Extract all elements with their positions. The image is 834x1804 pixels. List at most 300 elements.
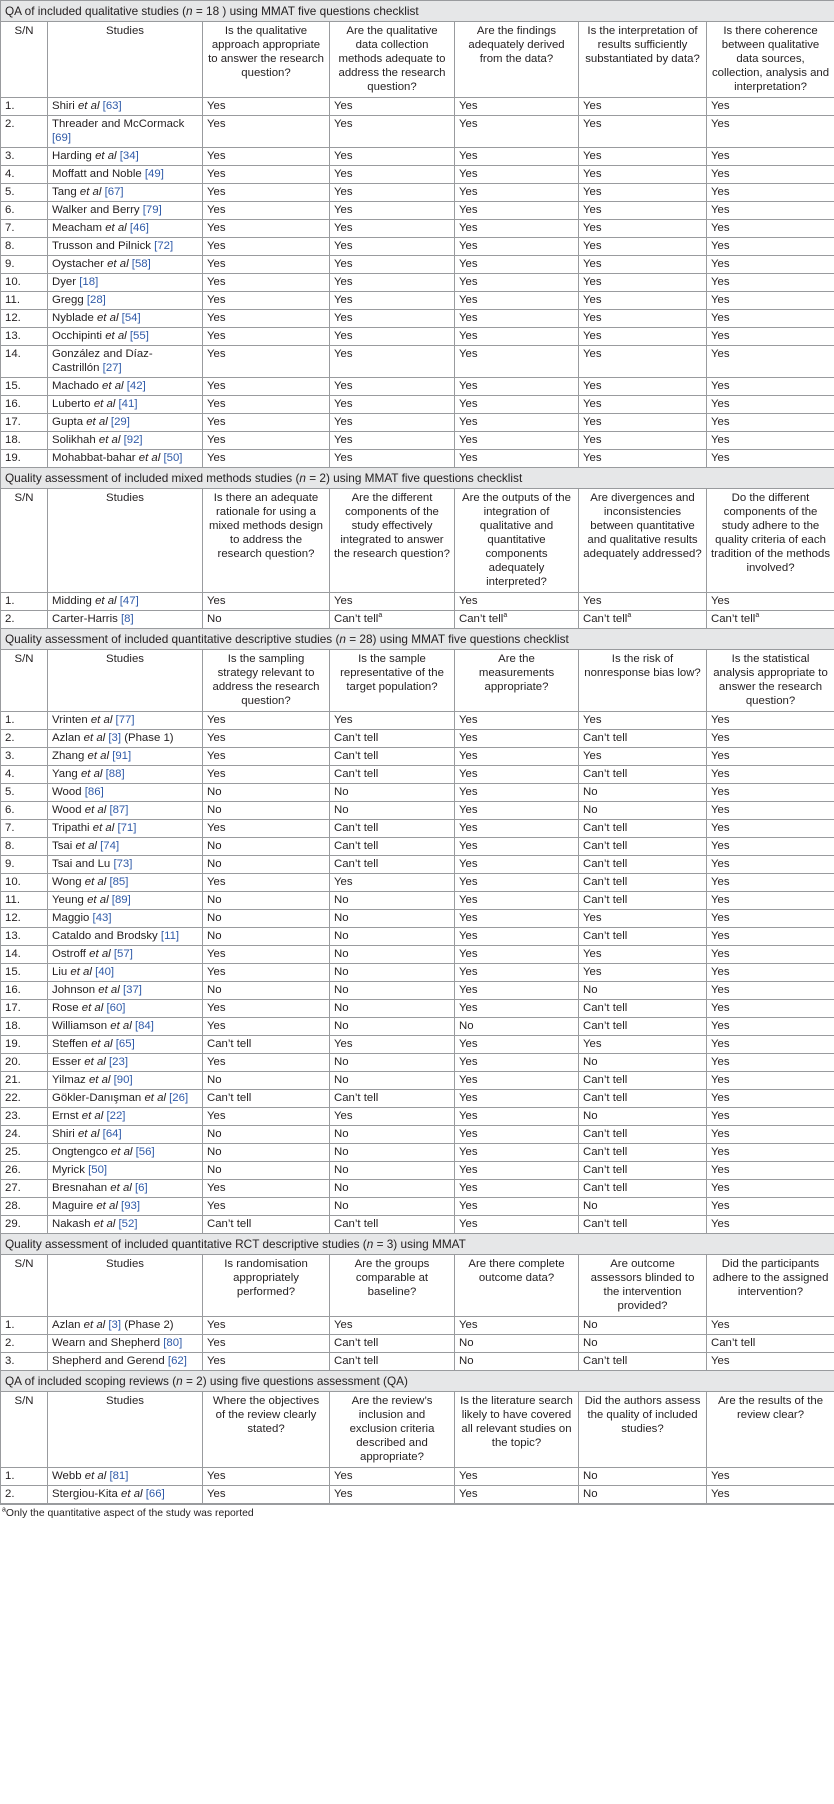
study-author: Gökler-Danışman: [52, 1092, 142, 1104]
table-row: [1, 964, 834, 982]
answer-cell: [330, 184, 455, 202]
study-reference-link[interactable]: [41]: [118, 398, 138, 410]
study-reference-link[interactable]: [84]: [134, 1020, 154, 1032]
answer-cell: [579, 593, 707, 611]
answer-cell: [330, 1468, 455, 1486]
answer-cell: [579, 838, 707, 856]
section-title-suffix: = 3) using MMAT: [373, 1237, 466, 1251]
answer-cell: [330, 874, 455, 892]
section-title-suffix: = 18 ) using MMAT five questions checklist: [192, 4, 419, 18]
study-reference-link[interactable]: [93]: [121, 1200, 141, 1212]
answer-cell: [330, 910, 455, 928]
study-reference-link[interactable]: [72]: [154, 240, 174, 252]
answer-value: Yes: [207, 330, 226, 342]
answer-cell: [203, 328, 330, 346]
study-reference-link[interactable]: [81]: [109, 1470, 129, 1482]
row-number: 25.: [1, 1144, 48, 1162]
answer-value: Yes: [711, 240, 730, 252]
study-etal: et al: [75, 840, 97, 852]
section-title-n: n: [299, 471, 306, 485]
study-author: Maggio: [52, 912, 90, 924]
answer-value: Yes: [207, 1182, 226, 1194]
row-number: 10.: [1, 874, 48, 892]
answer-value: Yes: [583, 912, 602, 924]
study-reference-link[interactable]: [22]: [106, 1110, 126, 1122]
answer-cell: [330, 1486, 455, 1504]
answer-value: Can’t tell: [334, 840, 379, 852]
table-row: [1, 1468, 834, 1486]
column-header-question: Is the literature search likely to have covered all relevant studies on the topic?: [455, 1392, 579, 1468]
answer-cell: [579, 148, 707, 166]
study-reference-link[interactable]: [3]: [108, 1319, 122, 1331]
row-number: 1.: [1, 1317, 48, 1335]
answer-cell: [203, 1108, 330, 1126]
answer-value: Yes: [207, 150, 226, 162]
answer-value: Can’t tell: [583, 1355, 628, 1367]
answer-cell: [455, 166, 579, 184]
table-row: [1, 1216, 834, 1234]
answer-cell: [203, 1072, 330, 1090]
table-row: [1, 310, 834, 328]
study-reference-link[interactable]: [90]: [113, 1074, 133, 1086]
answer-cell: [203, 166, 330, 184]
study-author: Occhipinti: [52, 330, 103, 342]
study-reference-link[interactable]: [71]: [117, 822, 137, 834]
study-etal: et al: [110, 1146, 133, 1158]
answer-value: No: [334, 1074, 349, 1086]
study-etal: et al: [84, 804, 107, 816]
answer-value: Yes: [459, 1218, 478, 1230]
study-reference-link[interactable]: [66]: [145, 1488, 165, 1500]
study-reference-link[interactable]: [80]: [163, 1337, 183, 1349]
section-title-n: n: [366, 1237, 374, 1251]
answer-value: Yes: [711, 894, 730, 906]
table-row: [1, 820, 834, 838]
table-row: [1, 784, 834, 802]
column-header-row: [1, 489, 834, 593]
study-reference-link[interactable]: [56]: [135, 1146, 155, 1158]
answer-cell: [579, 964, 707, 982]
study-etal: et al: [96, 312, 119, 324]
study-author: Bresnahan: [52, 1182, 108, 1194]
answer-value: Can’t tell: [334, 1218, 379, 1230]
answer-cell: [455, 802, 579, 820]
study-reference-link[interactable]: [69]: [52, 132, 71, 144]
answer-cell: [455, 346, 579, 378]
study-reference-link[interactable]: [67]: [104, 186, 124, 198]
answer-value: Yes: [459, 948, 478, 960]
answer-value: Yes: [207, 380, 226, 392]
answer-value: Yes: [459, 330, 478, 342]
answer-value: Yes: [711, 1182, 730, 1194]
answer-value: Yes: [459, 312, 478, 324]
study-reference-link[interactable]: [91]: [112, 750, 132, 762]
section-title-n: n: [176, 1374, 183, 1388]
answer-value: Can’t tell: [334, 858, 379, 870]
answer-cell: [579, 274, 707, 292]
study-cell: [48, 1108, 203, 1126]
answer-cell: [330, 784, 455, 802]
study-cell: [48, 202, 203, 220]
study-reference-link[interactable]: [89]: [111, 894, 131, 906]
answer-value: Yes: [711, 258, 730, 270]
study-reference-link[interactable]: [86]: [84, 786, 104, 798]
answer-value: Yes: [207, 1319, 226, 1331]
answer-value: Yes: [459, 1128, 478, 1140]
table-row: [1, 256, 834, 274]
row-number: 3.: [1, 148, 48, 166]
study-cell: [48, 1180, 203, 1198]
table-row: [1, 1018, 834, 1036]
column-header-question: Do the different components of the study adhere to the quality criteria of each tradition of the methods involved?: [707, 489, 834, 593]
table-row: [1, 730, 834, 748]
answer-value: Yes: [711, 804, 730, 816]
study-reference-link[interactable]: [18]: [79, 276, 99, 288]
study-reference-link[interactable]: [40]: [95, 966, 115, 978]
answer-cell: [455, 1198, 579, 1216]
answer-cell: [579, 802, 707, 820]
table-row: [1, 946, 834, 964]
answer-value: Yes: [207, 118, 226, 130]
study-reference-link[interactable]: [88]: [105, 768, 125, 780]
study-author: Azlan: [52, 732, 81, 744]
study-reference-link[interactable]: [60]: [106, 1002, 126, 1014]
answer-cell: [707, 1000, 834, 1018]
column-header-question: Is the qualitative approach appropriate to answer the research question?: [203, 22, 330, 98]
study-reference-link[interactable]: [43]: [92, 912, 112, 924]
answer-cell: [707, 1486, 834, 1504]
answer-cell: [203, 220, 330, 238]
study-author: Ostroff: [52, 948, 86, 960]
study-etal: et al: [110, 1020, 132, 1032]
answer-value: No: [334, 1146, 349, 1158]
study-author: Wong: [52, 876, 82, 888]
answer-cell: [203, 1317, 330, 1335]
answer-value: Yes: [207, 1110, 226, 1122]
answer-value: No: [207, 1128, 222, 1140]
study-reference-link[interactable]: [23]: [109, 1056, 128, 1068]
answer-value: Yes: [583, 100, 602, 112]
answer-value: No: [334, 1056, 349, 1068]
answer-cell: [707, 946, 834, 964]
answer-value: Can’t tell: [711, 1337, 756, 1349]
study-reference-link[interactable]: [47]: [119, 595, 139, 607]
study-cell: [48, 396, 203, 414]
answer-cell: [579, 928, 707, 946]
answer-value: Yes: [334, 452, 353, 464]
study-author: Tang: [52, 186, 77, 198]
row-number: 15.: [1, 378, 48, 396]
answer-value: Can’t tell: [459, 613, 504, 625]
answer-cell: [330, 238, 455, 256]
study-reference-link[interactable]: [6]: [134, 1182, 148, 1194]
study-cell: [48, 116, 203, 148]
row-number: 8.: [1, 238, 48, 256]
study-reference-link[interactable]: [50]: [163, 452, 183, 464]
answer-cell: [455, 892, 579, 910]
row-number: 12.: [1, 310, 48, 328]
answer-cell: [455, 874, 579, 892]
answer-value: Yes: [334, 100, 353, 112]
answer-value: Yes: [207, 595, 226, 607]
answer-cell: [579, 396, 707, 414]
study-reference-link[interactable]: [55]: [129, 330, 149, 342]
column-header-row: [1, 22, 834, 98]
answer-cell: [455, 838, 579, 856]
study-reference-link[interactable]: [34]: [119, 150, 139, 162]
answer-cell: [579, 1036, 707, 1054]
study-cell: [48, 856, 203, 874]
study-etal: et al: [96, 1200, 118, 1212]
answer-cell: [579, 292, 707, 310]
answer-cell: [707, 292, 834, 310]
answer-cell: [203, 396, 330, 414]
answer-cell: [455, 414, 579, 432]
section-title-row: [1, 1234, 834, 1255]
answer-cell: [330, 1335, 455, 1353]
study-reference-link[interactable]: [29]: [110, 416, 130, 428]
study-reference-link[interactable]: [77]: [115, 714, 135, 726]
answer-cell: [455, 432, 579, 450]
study-cell: [48, 982, 203, 1000]
answer-value: Yes: [711, 1164, 730, 1176]
study-author: Shiri: [52, 1128, 75, 1140]
column-header-question: Are the different components of the study effectively integrated to answer the research question?: [330, 489, 455, 593]
answer-cell: [455, 202, 579, 220]
answer-cell: [330, 1108, 455, 1126]
study-reference-link[interactable]: [49]: [144, 168, 164, 180]
answer-cell: [707, 874, 834, 892]
section-title-n: n: [186, 4, 193, 18]
study-reference-link[interactable]: [85]: [109, 876, 129, 888]
answer-cell: [455, 1144, 579, 1162]
study-reference-link[interactable]: [62]: [167, 1355, 187, 1367]
answer-cell: [203, 964, 330, 982]
answer-cell: [203, 148, 330, 166]
answer-value: Yes: [334, 276, 353, 288]
answer-value: Yes: [711, 1020, 730, 1032]
answer-value: Yes: [459, 398, 478, 410]
study-cell: [48, 414, 203, 432]
study-reference-link[interactable]: [8]: [121, 613, 134, 625]
answer-cell: [203, 116, 330, 148]
row-number: 8.: [1, 838, 48, 856]
answer-cell: [579, 1468, 707, 1486]
answer-cell: [455, 946, 579, 964]
answer-cell: [455, 1486, 579, 1504]
answer-value: No: [207, 613, 222, 625]
study-author: Mohabbat-bahar: [52, 452, 136, 464]
study-reference-link[interactable]: [63]: [102, 100, 122, 112]
column-header-studies: Studies: [48, 1255, 203, 1317]
study-etal: et al: [138, 452, 161, 464]
answer-value: Can’t tell: [583, 858, 628, 870]
answer-cell: [203, 910, 330, 928]
answer-cell: [330, 946, 455, 964]
answer-value: Yes: [583, 312, 602, 324]
answer-value: Can’t tell: [583, 732, 628, 744]
answer-cell: [330, 202, 455, 220]
answer-cell: [455, 98, 579, 116]
study-reference-link[interactable]: [65]: [115, 1038, 135, 1050]
study-reference-link[interactable]: [92]: [123, 434, 143, 446]
row-number: 22.: [1, 1090, 48, 1108]
study-reference-link[interactable]: [79]: [142, 204, 162, 216]
study-reference-link[interactable]: [73]: [113, 858, 133, 870]
answer-cell: [707, 1198, 834, 1216]
answer-value: Yes: [711, 948, 730, 960]
answer-cell: [707, 730, 834, 748]
answer-value: Yes: [583, 966, 602, 978]
answer-value: Yes: [207, 222, 226, 234]
study-author: Vrinten: [52, 714, 88, 726]
answer-cell: [707, 328, 834, 346]
answer-cell: [579, 892, 707, 910]
answer-cell: [455, 784, 579, 802]
study-cell: [48, 1018, 203, 1036]
answer-cell: [707, 928, 834, 946]
answer-value: No: [207, 912, 222, 924]
answer-cell: [579, 328, 707, 346]
study-reference-link[interactable]: [58]: [131, 258, 151, 270]
study-reference-link[interactable]: [37]: [122, 984, 142, 996]
column-header-question: Are the groups comparable at baseline?: [330, 1255, 455, 1317]
answer-value: No: [334, 984, 349, 996]
table-row: [1, 1486, 834, 1504]
answer-value: Yes: [207, 434, 226, 446]
answer-value: Yes: [459, 118, 478, 130]
row-number: 11.: [1, 892, 48, 910]
study-author: Zhang: [52, 750, 85, 762]
answer-value: Yes: [334, 876, 353, 888]
table-row: [1, 874, 834, 892]
answer-value: No: [334, 912, 349, 924]
row-number: 1.: [1, 712, 48, 730]
answer-cell: [203, 802, 330, 820]
row-number: 27.: [1, 1180, 48, 1198]
section-title-prefix: Quality assessment of included mixed methods studies (: [5, 471, 300, 485]
study-reference-link[interactable]: [11]: [160, 930, 180, 942]
answer-cell: [707, 396, 834, 414]
study-author: Luberto: [52, 398, 91, 410]
answer-value: No: [207, 858, 222, 870]
answer-cell: [203, 1090, 330, 1108]
table-row: [1, 1000, 834, 1018]
answer-cell: [707, 414, 834, 432]
answer-cell: [707, 611, 834, 629]
answer-value: Yes: [459, 750, 478, 762]
study-reference-link[interactable]: [26]: [169, 1092, 189, 1104]
answer-value: Yes: [207, 100, 226, 112]
column-header-question: Are the review’s inclusion and exclusion criteria described and appropriate?: [330, 1392, 455, 1468]
study-reference-link[interactable]: [64]: [102, 1128, 122, 1140]
answer-value: Yes: [207, 398, 226, 410]
answer-value: Yes: [459, 240, 478, 252]
answer-value: No: [207, 1074, 222, 1086]
row-number: 2.: [1, 611, 48, 629]
study-reference-link[interactable]: [42]: [126, 380, 146, 392]
study-reference-link[interactable]: [52]: [118, 1218, 138, 1230]
study-reference-link[interactable]: [54]: [121, 312, 141, 324]
answer-value: Yes: [334, 168, 353, 180]
answer-cell: [455, 1072, 579, 1090]
answer-cell: [330, 982, 455, 1000]
answer-value: Yes: [207, 258, 226, 270]
study-reference-link[interactable]: [57]: [113, 948, 133, 960]
study-reference-link[interactable]: [3]: [108, 732, 122, 744]
answer-cell: [455, 1180, 579, 1198]
answer-cell: [330, 292, 455, 310]
study-reference-link[interactable]: [27]: [102, 362, 122, 374]
study-author: Yilmaz: [52, 1074, 86, 1086]
study-cell: [48, 184, 203, 202]
answer-value: Yes: [711, 1488, 730, 1500]
answer-value: No: [207, 1164, 222, 1176]
answer-cell: [455, 116, 579, 148]
study-cell: [48, 593, 203, 611]
answer-cell: [579, 1335, 707, 1353]
answer-value: Yes: [207, 750, 226, 762]
study-cell: [48, 1162, 203, 1180]
study-author: Ongtengco: [52, 1146, 108, 1158]
answer-cell: [707, 766, 834, 784]
study-author: Moffatt and Noble: [52, 168, 142, 180]
column-header-question: Is there coherence between qualitative data sources, collection, analysis and interpretation?: [707, 22, 834, 98]
study-reference-link[interactable]: [74]: [100, 840, 120, 852]
study-reference-link[interactable]: [50]: [88, 1164, 108, 1176]
answer-cell: [455, 1126, 579, 1144]
answer-value: Yes: [334, 222, 353, 234]
answer-cell: [707, 1072, 834, 1090]
answer-cell: [579, 611, 707, 629]
section-title-prefix: Quality assessment of included quantitative RCT descriptive studies (: [5, 1237, 367, 1251]
answer-cell: [579, 1144, 707, 1162]
answer-cell: [455, 1018, 579, 1036]
answer-cell: [330, 450, 455, 468]
answer-value: Yes: [711, 840, 730, 852]
answer-value: No: [334, 894, 349, 906]
answer-value: Yes: [711, 1110, 730, 1122]
footnote-marker: a: [378, 612, 383, 620]
answer-cell: [579, 414, 707, 432]
answer-value: Yes: [711, 380, 730, 392]
study-reference-link[interactable]: [28]: [86, 294, 106, 306]
table-row: [1, 274, 834, 292]
answer-cell: [455, 310, 579, 328]
answer-value: Yes: [207, 1200, 226, 1212]
answer-value: Yes: [711, 930, 730, 942]
answer-cell: [203, 766, 330, 784]
study-reference-link[interactable]: [46]: [129, 222, 149, 234]
answer-cell: [330, 1126, 455, 1144]
answer-value: Yes: [583, 416, 602, 428]
answer-value: Can’t tell: [583, 840, 628, 852]
study-reference-link[interactable]: [87]: [109, 804, 129, 816]
answer-value: Can’t tell: [334, 732, 379, 744]
column-header-row: [1, 1255, 834, 1317]
answer-cell: [330, 1144, 455, 1162]
row-number: 7.: [1, 220, 48, 238]
answer-value: Yes: [459, 222, 478, 234]
section-title-row: [1, 468, 834, 489]
study-cell: [48, 256, 203, 274]
answer-value: Yes: [207, 876, 226, 888]
answer-value: Can’t tell: [583, 1020, 628, 1032]
study-author: Midding: [52, 595, 92, 607]
table-row: [1, 1180, 834, 1198]
answer-cell: [707, 838, 834, 856]
section-title-prefix: QA of included scoping reviews (: [5, 1374, 177, 1388]
